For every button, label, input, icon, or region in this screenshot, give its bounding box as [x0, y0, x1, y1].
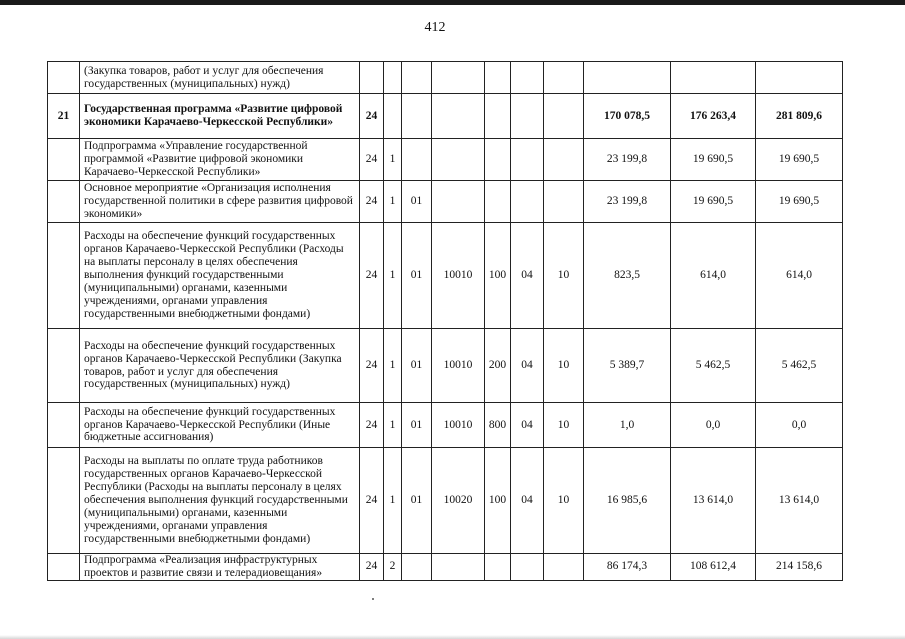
program-code-cell: 24	[360, 139, 384, 181]
row-name-cell: (Закупка товаров, работ и услуг для обеспечения государственных (муниципальных) нужд)	[80, 62, 360, 94]
row-name-cell: Основное мероприятие «Организация исполнения государственной политики в сфере развития цифровой экономики»	[80, 181, 360, 223]
program-code-cell: 24	[360, 181, 384, 223]
amount-year1-cell: 823,5	[584, 223, 671, 329]
amount-year3-cell: 614,0	[756, 223, 843, 329]
amount-year1-cell: 5 389,7	[584, 329, 671, 403]
row-name-cell: Расходы на выплаты по оплате труда работников государственных органов Карачаево-Черкесской Республики (Расходы на выплаты персоналу в целях обеспечения выполнения функций государственными (муниципальными) органами, казенными учреждениями, органами управления государственными внебюджетными фондами)	[80, 448, 360, 554]
expense-type-cell	[485, 181, 511, 223]
subprogram-code-cell: 1	[384, 329, 402, 403]
section-cell: 04	[511, 223, 544, 329]
direction-code-cell: 10010	[432, 223, 485, 329]
main-activity-code-cell	[402, 139, 432, 181]
scan-speck	[372, 598, 374, 600]
table-row	[48, 62, 843, 94]
direction-code-cell	[432, 554, 485, 581]
expense-type-cell: 100	[485, 448, 511, 554]
program-code-cell: 24	[360, 329, 384, 403]
budget-table	[47, 61, 843, 581]
amount-year2-cell: 614,0	[671, 223, 756, 329]
subsection-cell	[544, 181, 584, 223]
program-code-cell: 24	[360, 554, 384, 581]
program-code-cell: 24	[360, 448, 384, 554]
expense-type-cell: 800	[485, 403, 511, 448]
row-name-cell: Государственная программа «Развитие цифровой экономики Карачаево-Черкесской Республики»	[80, 94, 360, 139]
expense-type-cell	[485, 554, 511, 581]
main-activity-code-cell	[402, 554, 432, 581]
main-activity-code-cell: 01	[402, 448, 432, 554]
direction-code-cell: 10020	[432, 448, 485, 554]
subprogram-code-cell: 1	[384, 223, 402, 329]
subprogram-code-cell	[384, 62, 402, 94]
amount-year3-cell: 0,0	[756, 403, 843, 448]
subsection-cell	[544, 139, 584, 181]
direction-code-cell: 10010	[432, 329, 485, 403]
top-rule	[0, 0, 905, 5]
direction-code-cell	[432, 181, 485, 223]
program-code-cell: 24	[360, 403, 384, 448]
row-name-cell: Расходы на обеспечение функций государственных органов Карачаево-Черкесской Республики (Закупка товаров, работ и услуг для обеспечения государственных (муниципальных) нужд)	[80, 329, 360, 403]
row-number-cell	[48, 448, 80, 554]
subsection-cell: 10	[544, 403, 584, 448]
table-row	[48, 139, 843, 181]
table-row	[48, 403, 843, 448]
subprogram-code-cell: 2	[384, 554, 402, 581]
section-cell	[511, 554, 544, 581]
amount-year1-cell: 170 078,5	[584, 94, 671, 139]
expense-type-cell: 100	[485, 223, 511, 329]
amount-year2-cell: 0,0	[671, 403, 756, 448]
amount-year1-cell: 16 985,6	[584, 448, 671, 554]
row-name-cell: Подпрограмма «Управление государственной программой «Развитие цифровой экономики Карачаево-Черкесской Республики»	[80, 139, 360, 181]
row-number-cell	[48, 223, 80, 329]
program-code-cell: 24	[360, 223, 384, 329]
table-row	[48, 223, 843, 329]
main-activity-code-cell	[402, 62, 432, 94]
row-name-cell: Подпрограмма «Реализация инфраструктурных проектов и развитие связи и телерадиовещания»	[80, 554, 360, 581]
amount-year3-cell: 214 158,6	[756, 554, 843, 581]
section-cell: 04	[511, 448, 544, 554]
section-cell	[511, 181, 544, 223]
main-activity-code-cell	[402, 94, 432, 139]
amount-year1-cell	[584, 62, 671, 94]
row-number-cell	[48, 139, 80, 181]
direction-code-cell	[432, 139, 485, 181]
main-activity-code-cell: 01	[402, 223, 432, 329]
section-cell: 04	[511, 329, 544, 403]
table-row	[48, 448, 843, 554]
amount-year1-cell: 86 174,3	[584, 554, 671, 581]
amount-year2-cell: 13 614,0	[671, 448, 756, 554]
table-row	[48, 554, 843, 581]
subsection-cell: 10	[544, 223, 584, 329]
subsection-cell	[544, 94, 584, 139]
subprogram-code-cell: 1	[384, 181, 402, 223]
row-number-cell: 21	[48, 94, 80, 139]
expense-type-cell: 200	[485, 329, 511, 403]
subsection-cell: 10	[544, 448, 584, 554]
page-number: 412	[424, 20, 446, 35]
amount-year3-cell	[756, 62, 843, 94]
section-cell	[511, 94, 544, 139]
amount-year1-cell: 23 199,8	[584, 181, 671, 223]
program-code-cell	[360, 62, 384, 94]
scan-bottom-edge	[0, 635, 905, 639]
expense-type-cell	[485, 94, 511, 139]
row-number-cell	[48, 62, 80, 94]
row-name-cell: Расходы на обеспечение функций государственных органов Карачаево-Черкесской Республики (Расходы на выплаты персоналу в целях обеспечения выполнения функций государственными (муниципальными) органами, казенными учреждениями, органами управления государственными внебюджетными фондами)	[80, 223, 360, 329]
program-code-cell: 24	[360, 94, 384, 139]
subprogram-code-cell	[384, 94, 402, 139]
table-row	[48, 181, 843, 223]
amount-year1-cell: 1,0	[584, 403, 671, 448]
direction-code-cell	[432, 62, 485, 94]
subsection-cell	[544, 62, 584, 94]
row-name-cell: Расходы на обеспечение функций государственных органов Карачаево-Черкесской Республики (Иные бюджетные ассигнования)	[80, 403, 360, 448]
subsection-cell	[544, 554, 584, 581]
amount-year2-cell	[671, 62, 756, 94]
table-row	[48, 329, 843, 403]
direction-code-cell	[432, 94, 485, 139]
amount-year1-cell: 23 199,8	[584, 139, 671, 181]
expense-type-cell	[485, 139, 511, 181]
main-activity-code-cell: 01	[402, 329, 432, 403]
main-activity-code-cell: 01	[402, 181, 432, 223]
amount-year2-cell: 19 690,5	[671, 139, 756, 181]
amount-year2-cell: 176 263,4	[671, 94, 756, 139]
row-number-cell	[48, 329, 80, 403]
budget-table-body	[48, 62, 843, 581]
subprogram-code-cell: 1	[384, 139, 402, 181]
table-row	[48, 94, 843, 139]
amount-year3-cell: 19 690,5	[756, 181, 843, 223]
subsection-cell: 10	[544, 329, 584, 403]
subprogram-code-cell: 1	[384, 403, 402, 448]
main-activity-code-cell: 01	[402, 403, 432, 448]
expense-type-cell	[485, 62, 511, 94]
amount-year3-cell: 19 690,5	[756, 139, 843, 181]
amount-year2-cell: 108 612,4	[671, 554, 756, 581]
section-cell	[511, 139, 544, 181]
budget-table-wrapper	[47, 61, 843, 581]
amount-year3-cell: 5 462,5	[756, 329, 843, 403]
section-cell: 04	[511, 403, 544, 448]
section-cell	[511, 62, 544, 94]
row-number-cell	[48, 403, 80, 448]
subprogram-code-cell: 1	[384, 448, 402, 554]
amount-year2-cell: 5 462,5	[671, 329, 756, 403]
row-number-cell	[48, 181, 80, 223]
amount-year2-cell: 19 690,5	[671, 181, 756, 223]
direction-code-cell: 10010	[432, 403, 485, 448]
amount-year3-cell: 13 614,0	[756, 448, 843, 554]
row-number-cell	[48, 554, 80, 581]
amount-year3-cell: 281 809,6	[756, 94, 843, 139]
